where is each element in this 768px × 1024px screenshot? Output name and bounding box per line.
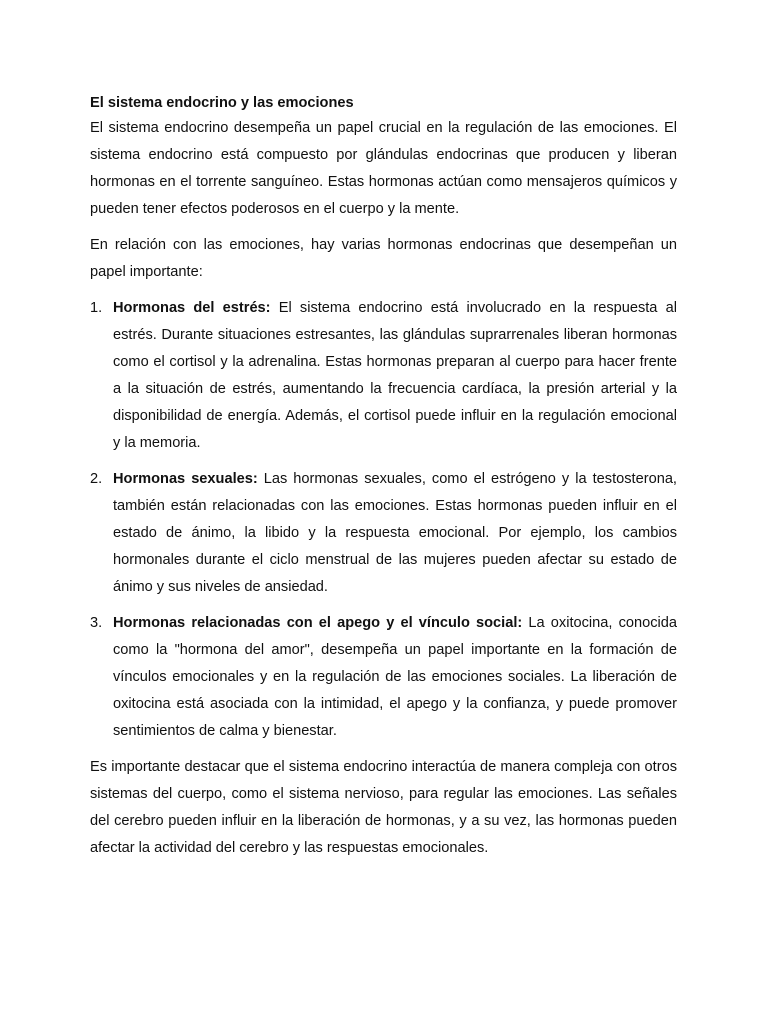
document-page	[90, 91, 677, 871]
intro-paragraph: El sistema endocrino desempeña un papel crucial en la regulación de las emociones. El sistema endocrino está compuesto por glándulas endocrinas que producen y liberan hormonas en el torrente sanguíneo. Estas hormonas actúan como mensajeros químicos y pueden tener efectos poderosos en el cuerpo y la mente.	[90, 120, 677, 217]
list-number: 3.	[90, 615, 103, 631]
document-title: El sistema endocrino y las emociones	[90, 95, 354, 111]
list-item	[90, 295, 677, 457]
item-heading: Hormonas del estrés:	[113, 300, 271, 316]
lead-in-paragraph: En relación con las emociones, hay varias hormonas endocrinas que desempeñan un papel importante:	[90, 237, 677, 280]
list-number: 1.	[90, 300, 103, 316]
list-item	[90, 466, 677, 601]
list-number: 2.	[90, 471, 103, 487]
item-heading: Hormonas relacionadas con el apego y el vínculo social:	[113, 615, 523, 631]
hormone-list	[90, 295, 677, 745]
item-text: El sistema endocrino está involucrado en la respuesta al estrés. Durante situaciones estresantes, las glándulas suprarrenales liberan hormonas como el cortisol y la adrenalina. Estas hormonas preparan al cuerpo para hacer frente a la situación de estrés, aumentando la frecuencia cardíaca, la presión arterial y la disponibilidad de energía. Además, el cortisol puede influir en la regulación emocional y la memoria.	[113, 300, 677, 451]
list-item	[90, 610, 677, 745]
item-heading: Hormonas sexuales:	[113, 471, 258, 487]
item-text: Las hormonas sexuales, como el estrógeno y la testosterona, también están relacionadas con las emociones. Estas hormonas pueden influir en el estado de ánimo, la libido y la respuesta emocional. Por ejemplo, los cambios hormonales durante el ciclo menstrual de las mujeres pueden afectar su estado de ánimo y sus niveles de ansiedad.	[113, 471, 677, 595]
conclusion-paragraph: Es importante destacar que el sistema endocrino interactúa de manera compleja con otros sistemas del cuerpo, como el sistema nervioso, para regular las emociones. Las señales del cerebro pueden influir en la liberación de hormonas, y a su vez, las hormonas pueden afectar la actividad del cerebro y las respuestas emocionales.	[90, 759, 677, 856]
item-text: La oxitocina, conocida como la "hormona del amor", desempeña un papel importante en la formación de vínculos emocionales y en la regulación de las emociones sociales. La liberación de oxitocina está asociada con la intimidad, el apego y la confianza, y puede promover sentimientos de calma y bienestar.	[113, 615, 678, 739]
